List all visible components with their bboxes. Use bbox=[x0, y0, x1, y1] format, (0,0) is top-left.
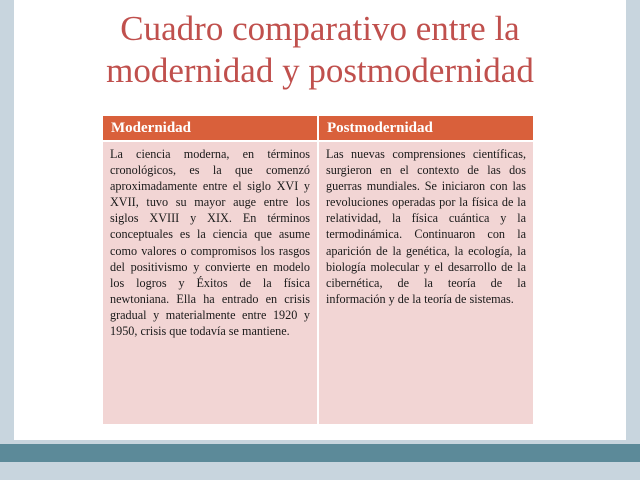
table-row bbox=[103, 141, 533, 424]
cell-postmodernidad: Las nuevas comprensiones científicas, surgieron en el contexto de las dos guerras mundiales. Se iniciaron con las revoluciones operadas por la física de la relatividad, la física cuántica y la termodinámica. Continuaron con la aparición de la genética, la ecología, la biología molecular y el desarrollo de la cibernética, de la teoría de la información y de la teoría de sistemas. bbox=[318, 141, 533, 424]
table-header-row bbox=[103, 116, 533, 141]
column-header-modernidad: Modernidad bbox=[103, 116, 318, 141]
cell-modernidad: La ciencia moderna, en términos cronológicos, es la que comenzó aproximadamente entre el siglo XVI y XVII, tuvo su mayor auge entre los siglos XVIII y XIX. En términos conceptuales es la ciencia que asume como valores o compromisos los rasgos del positivismo y convierte en modelo los logros y Éxitos de la física newtoniana. Ella ha entrado en crisis gradual y materialmente entre 1920 y 1950, crisis que todavía se mantiene. bbox=[103, 141, 318, 424]
slide-title: Cuadro comparativo entre la modernidad y postmodernidad bbox=[106, 9, 534, 90]
column-header-postmodernidad: Postmodernidad bbox=[318, 116, 533, 141]
comparison-table bbox=[103, 116, 533, 424]
bottom-band bbox=[0, 444, 640, 462]
